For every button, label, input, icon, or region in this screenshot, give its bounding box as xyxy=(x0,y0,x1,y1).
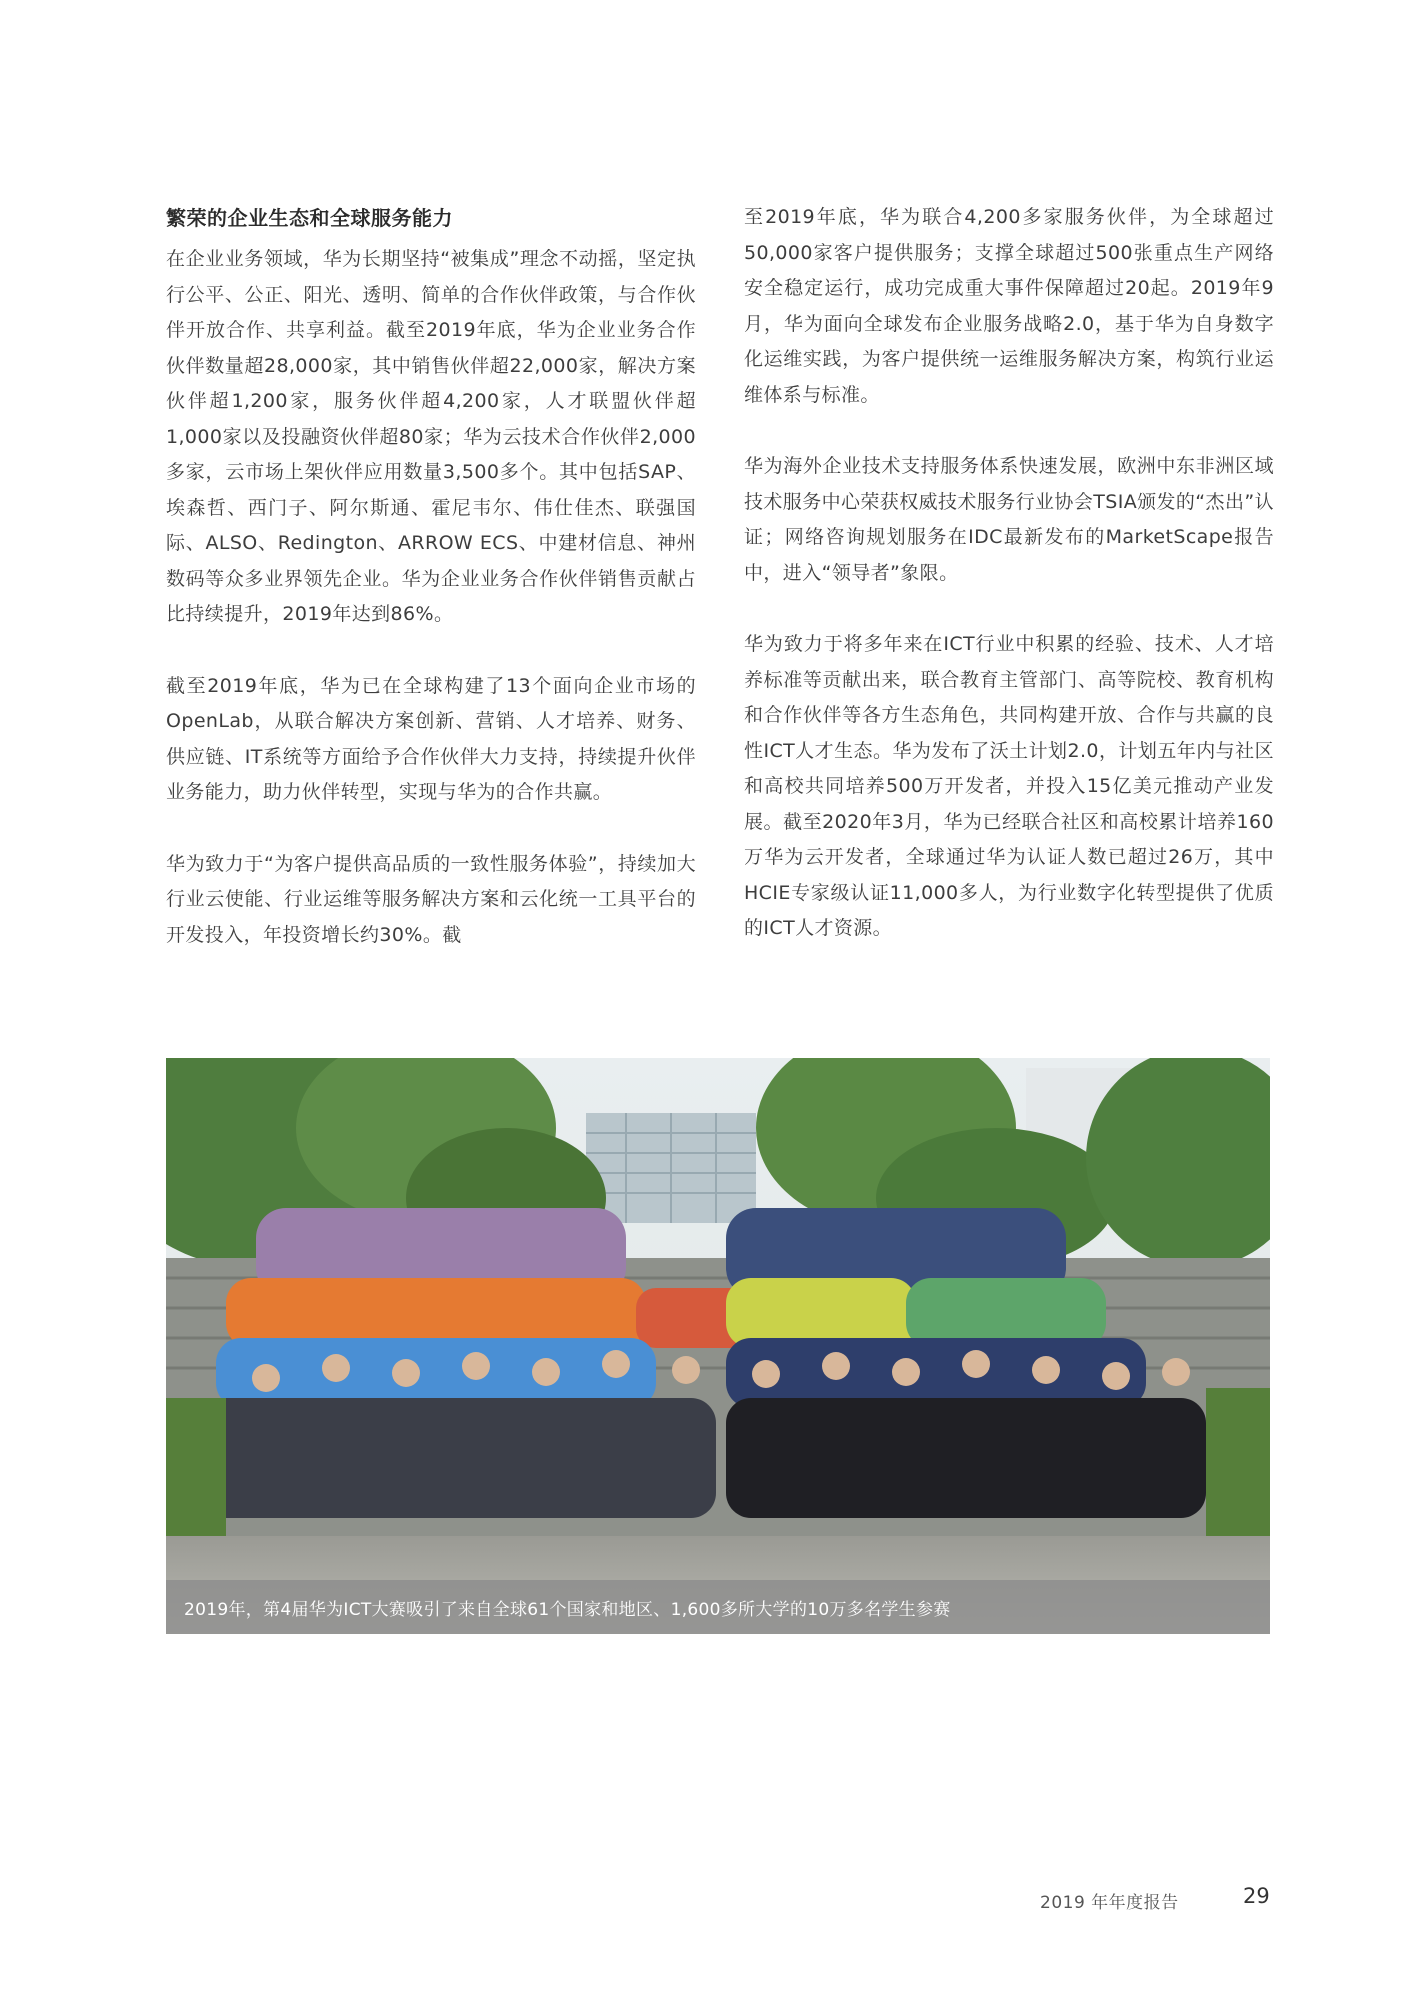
left-column xyxy=(166,200,696,989)
right-column xyxy=(744,200,1274,983)
caption-bar xyxy=(166,1580,1270,1634)
paragraph: 华为致力于“为客户提供高品质的一致性服务体验”，持续加大行业云使能、行业运维等服务解决方案和云化统一工具平台的开发投入，年投资增长约30%。截 xyxy=(166,852,696,946)
page-number: 29 xyxy=(1243,1884,1270,1908)
group-photo-illustration xyxy=(166,1058,1270,1634)
paragraph: 华为海外企业技术支持服务体系快速发展，欧洲中东非洲区域技术服务中心荣获权威技术服务行业协会TSIA颁发的“杰出”认证；网络咨询规划服务在IDC最新发布的MarketScape报告中，进入“领导者”象限。 xyxy=(744,455,1274,584)
paragraph: 截至2019年底，华为已在全球构建了13个面向企业市场的OpenLab，从联合解决方案创新、营销、人才培养、财务、供应链、IT系统等方面给予合作伙伴大力支持，持续提升伙伴业务能力，助力伙伴转型，实现与华为的合作共赢。 xyxy=(166,674,696,803)
section-heading: 繁荣的企业生态和全球服务能力 xyxy=(166,206,453,230)
paragraph: 在企业业务领域，华为长期坚持“被集成”理念不动摇，坚定执行公平、公正、阳光、透明、简单的合作伙伴政策，与合作伙伴开放合作、共享利益。截至2019年底，华为企业业务合作伙伴数量超28,000家，其中销售伙伴超22,000家，解决方案伙伴超1,200家，服务伙伴超4,200家，人才联盟伙伴超1,000家以及投融资伙伴超80家；华为云技术合作伙伴2,000多家，云市场上架伙伴应用数量3,500多个。其中包括SAP、埃森哲、西门子、阿尔斯通、霍尼韦尔、伟仕佳杰、联强国际、ALSO、Redington、ARROW ECS、中建材信息、神州数码等众多业界领先企业。华为企业业务合作伙伴销售贡献占比持续提升，2019年达到86%。 xyxy=(166,248,696,625)
paragraph: 至2019年底，华为联合4,200多家服务伙伴，为全球超过50,000家客户提供服务；支撑全球超过500张重点生产网络安全稳定运行，成功完成重大事件保障超过20起。2019年9月，华为面向全球发布企业服务战略2.0，基于华为自身数字化运维实践，为客户提供统一运维服务解决方案，构筑行业运维体系与标准。 xyxy=(744,206,1274,406)
photo-caption: 2019年，第4届华为ICT大赛吸引了来自全球61个国家和地区、1,600多所大学的10万多名学生参赛 xyxy=(184,1600,951,1620)
report-label: 2019 年年度报告 xyxy=(1040,1893,1179,1913)
group-photo xyxy=(166,1058,1270,1634)
paragraph: 华为致力于将多年来在ICT行业中积累的经验、技术、人才培养标准等贡献出来，联合教育主管部门、高等院校、教育机构和合作伙伴等各方生态角色，共同构建开放、合作与共赢的良性ICT人才生态。华为发布了沃土计划2.0，计划五年内与社区和高校共同培养500万开发者，并投入15亿美元推动产业发展。截至2020年3月，华为已经联合社区和高校累计培养160万华为云开发者，全球通过华为认证人数已超过26万，其中HCIE专家级认证11,000多人，为行业数字化转型提供了优质的ICT人才资源。 xyxy=(744,633,1274,939)
